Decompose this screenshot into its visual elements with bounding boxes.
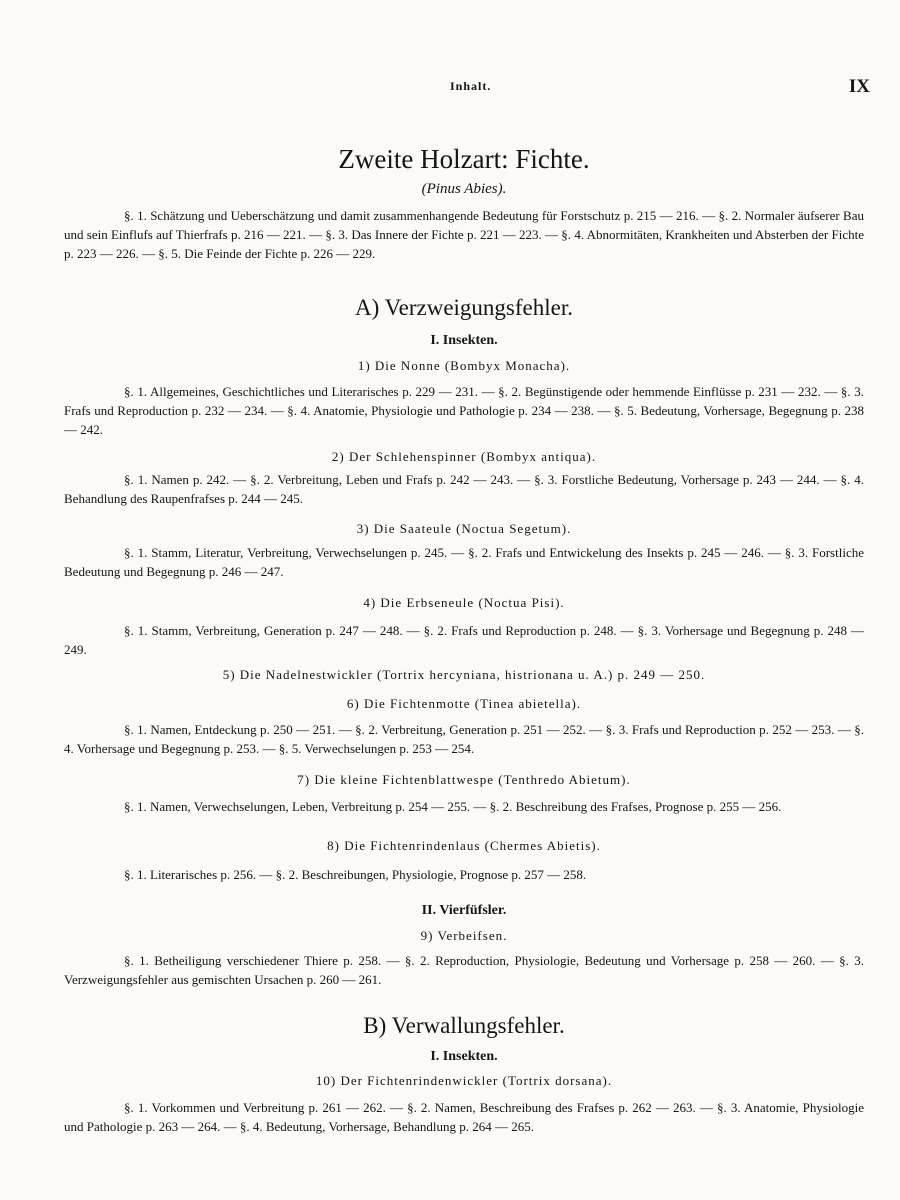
entry-9-body: §. 1. Betheiligung verschiedener Thiere p. 258. — §. 2. Reproduction, Physiologie, Bedeutung und Vorhersage p. 258 — 260. — §. 3. Verzweigungsfehler aus gemischten Ursachen p. 260 — 261.	[64, 953, 864, 987]
entry-9-heading: 9) Verbeifsen.	[420, 928, 508, 943]
running-header-label: Inhalt.	[450, 79, 492, 93]
section-a-vierfuesler-heading: II. Vierfüfsler.	[421, 903, 507, 918]
entry-7-body: §. 1. Namen, Verwechselungen, Leben, Verbreitung p. 254 — 255. — §. 2. Beschreibung des Frafses, Prognose p. 255 — 256.	[124, 799, 782, 814]
entry-9-text	[64, 951, 864, 989]
entry-3-body: §. 1. Stamm, Literatur, Verbreitung, Verwechselungen p. 245. — §. 2. Frafs und Entwickelung des Insekts p. 245 — 246. — §. 3. Forstliche Bedeutung und Begegnung p. 246 — 247.	[64, 545, 864, 579]
entry-1-text	[64, 382, 864, 439]
entry-10-body: §. 1. Vorkommen und Verbreitung p. 261 — 262. — §. 2. Namen, Beschreibung des Frafses p. 262 — 263. — §. 3. Anatomie, Physiologie und Pathologie p. 263 — 264. — §. 4. Bedeutung, Vorhersage, Behandlung p. 264 — 265.	[64, 1100, 864, 1134]
entry-6-heading: 6) Die Fichtenmotte (Tinea abietella).	[346, 696, 582, 711]
entry-3-heading: 3) Die Saateule (Noctua Segetum).	[356, 521, 572, 536]
entry-4-body: §. 1. Stamm, Verbreitung, Generation p. 247 — 248. — §. 2. Frafs und Reproduction p. 248. — §. 3. Vorhersage und Begegnung p. 248 — 249.	[64, 623, 864, 657]
entry-10-heading: 10) Der Fichtenrindenwickler (Tortrix dorsana).	[315, 1073, 613, 1088]
book-page	[64, 0, 870, 1200]
chapter-subtitle: (Pinus Abies).	[421, 181, 507, 197]
intro-text: §. 1. Schätzung und Ueberschätzung und damit zusammenhangende Bedeutung für Forstschutz p. 215 — 216. — §. 2. Normaler äufserer Bau und sein Einflufs auf Thierfrafs p. 216 — 221. — §. 3. Das Innere der Fichte p. 221 — 223. — §. 4. Abnormitäten, Krankheiten und Absterben der Fichte p. 223 — 226. — §. 5. Die Feinde der Fichte p. 226 — 229.	[64, 208, 864, 261]
section-a-heading: A) Verzweigungsfehler.	[354, 295, 573, 320]
page-number: IX	[848, 76, 870, 97]
entry-8-body: §. 1. Literarisches p. 256. — §. 2. Beschreibungen, Physiologie, Prognose p. 257 — 258.	[124, 867, 587, 882]
section-b-heading: B) Verwallungsfehler.	[363, 1013, 565, 1038]
entry-7-text	[64, 797, 864, 816]
entry-1-heading: 1) Die Nonne (Bombyx Monacha).	[357, 358, 571, 373]
entry-1-body: §. 1. Allgemeines, Geschichtliches und Literarisches p. 229 — 231. — §. 2. Begünstigende oder hemmende Einflüsse p. 231 — 232. — §. 3. Frafs und Reproduction p. 232 — 234. — §. 4. Anatomie, Physiologie und Pathologie p. 234 — 238. — §. 5. Bedeutung, Vorhersage, Begegnung p. 238 — 242.	[64, 384, 864, 437]
entry-2-body: §. 1. Namen p. 242. — §. 2. Verbreitung, Leben und Frafs p. 242 — 243. — §. 3. Forstliche Bedeutung, Vorhersage p. 243 — 244. — §. 4. Behandlung des Raupenfrafses p. 244 — 245.	[64, 472, 864, 506]
entry-6-text	[64, 720, 864, 758]
entry-5-heading: 5) Die Nadelnestwickler (Tortrix hercyniana, histrionana u. A.) p. 249 — 250.	[222, 667, 706, 682]
entry-8-text	[64, 865, 864, 884]
entry-10-text	[64, 1098, 864, 1136]
section-a-insekten-heading: I. Insekten.	[430, 333, 498, 348]
intro-paragraph	[64, 206, 864, 263]
entry-6-body: §. 1. Namen, Entdeckung p. 250 — 251. — §. 2. Verbreitung, Generation p. 251 — 252. — §. 3. Frafs und Reproduction p. 252 — 253. — §. 4. Vorhersage und Begegnung p. 253. — §. 5. Verwechselungen p. 253 — 254.	[64, 722, 864, 756]
entry-2-text	[64, 470, 864, 508]
entry-2-heading: 2) Der Schlehenspinner (Bombyx antiqua).	[331, 449, 597, 464]
chapter-title: Zweite Holzart: Fichte.	[338, 144, 590, 174]
entry-8-heading: 8) Die Fichtenrindenlaus (Chermes Abietis).	[327, 838, 601, 853]
running-header	[64, 76, 870, 98]
entry-4-text	[64, 621, 864, 659]
section-b-insekten-heading: I. Insekten.	[430, 1049, 498, 1064]
entry-3-text	[64, 543, 864, 581]
entry-7-heading: 7) Die kleine Fichtenblattwespe (Tenthredo Abietum).	[297, 772, 631, 787]
entry-4-heading: 4) Die Erbseneule (Noctua Pisi).	[363, 595, 565, 610]
